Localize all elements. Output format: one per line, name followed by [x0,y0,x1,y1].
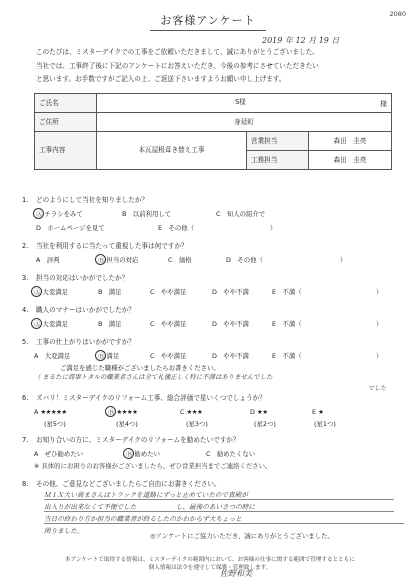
q6-rating-d-stars: ★★ [256,408,268,416]
q8-hand-line-1[interactable]: ＭＩＸ大い高まさんはトラックを道路にずっと止めていたので貴殿が [44,491,394,500]
q6-caption-e: (星1つ) [314,420,336,428]
q7-note: ※ 具体的にお困りのお客様がございましたら、ぜひ営業担当までご連絡ください。 [34,462,272,470]
q2-text: 当社を利用するに当たって重視した事は何ですか？ [36,242,188,250]
work-field[interactable]: 本瓦屋根葺き替え工事 [97,132,247,170]
q6-text: ズバリ！ミスターデイクのリフォーム工事、総合評価で星いくつでしょうか？ [36,394,266,402]
q6-rating-d-letter: D [250,408,255,416]
q7-option-b[interactable]: Ⓑ 勧めたい [126,450,160,458]
q1-option-e-close: ） [270,224,277,232]
q1-option-c[interactable]: C 知人の紹介で [216,210,266,218]
q8-hand-line-2[interactable]: 出入りが出来なくて不便でした し、最後のあいさつの時に [44,503,394,512]
sales-label: 営業担当 [247,132,309,151]
title-divider [150,30,266,31]
q6-rating-a-stars: ★★★★★ [40,408,67,416]
name-suffix: 様 [380,99,387,108]
footer-line-2: 個人情報は法令を遵守して保護・管理致します。 [148,565,272,571]
q6-rating-e-stars: ★ [318,408,324,416]
q1-option-d[interactable]: D ホームページを見て [36,224,105,232]
signature-handwritten: 佐野和美 [220,569,268,578]
intro-line-1: このたびは、ミスターデイクでの工事をご依頼いただきまして、誠にありがとうございました。 [36,48,319,56]
work-label: 工事内容 [35,132,97,170]
name-label: ご氏名 [35,94,97,113]
name-field[interactable] [97,94,392,113]
page-title: お客様アンケート [160,14,256,27]
q6-rating-e-letter: E [312,408,317,416]
q6-number: 6. [22,394,29,402]
intro-line-3: と思います。お手数ですがご記入の上、ご返送下さいますようお願い申し上げます。 [36,75,286,83]
construction-field[interactable]: 森田 圭亮 [309,151,392,170]
q3-option-b[interactable]: B 満足 [98,288,122,296]
q7-text: お知り合いの方に、ミスターデイクのリフォームを勧めたいですか？ [36,436,240,444]
q2-selection-circle [95,254,106,265]
q3-option-c[interactable]: C やや満足 [150,288,187,296]
q8-thanks-note: ◎アンケートにご協力いただき、誠にありがとうございました。 [150,532,334,540]
q6-rating-a[interactable] [34,408,67,416]
q3-question [22,274,128,282]
sales-field[interactable]: 森田 圭亮 [309,132,392,151]
q3-selection-circle [31,286,42,297]
q4-option-d[interactable]: D やや不満 [212,320,249,328]
footer-line-1: 本アンケートで取得する情報は、ミスターデイクの範囲内において、お客様の仕事に関する範囲で管理するとともに [65,557,355,563]
q1-text: どのようにして当社を知りましたか？ [36,196,149,204]
q1-option-b[interactable]: B 以前利用して [122,210,172,218]
q3-option-d[interactable]: D やや不満 [212,288,249,296]
q3-option-a[interactable]: Ⓐ 大変満足 [34,288,68,296]
q5-handwritten-comment[interactable]: （ まるたに商事トタルの職業者さんは全て礼儀正しく特に不満はありませんでした [34,373,273,381]
q5-option-e-close: ） [376,352,383,360]
q5-number: 5. [22,338,29,346]
q4-selection-circle [31,318,42,329]
q5-question [22,338,135,346]
q8-number: 8. [22,480,29,488]
q4-question [22,306,135,314]
q5-note: ご満足を感じた職種がございましたらお書きください。 [60,364,220,372]
corner-number: 2080 [389,10,406,18]
q4-number: 4. [22,306,29,314]
q1-option-a[interactable]: Ⓐ チラシをみて [36,210,83,218]
q6-rating-c-stars: ★★★ [186,408,203,416]
q5-option-b[interactable]: Ⓑ 満足 [98,352,120,360]
q3-text: 担当の対応はいかがでしたか？ [36,274,129,282]
q5-option-e[interactable]: E 不満（ [272,352,302,360]
intro-line-2: 当社では、工事終了後に下記のアンケートにお答えいただき、今後の参考にさせていただきたい [36,61,319,70]
q5-option-c[interactable]: C やや満足 [150,352,187,360]
q6-rating-e[interactable] [312,408,323,416]
q1-selection-circle [33,208,44,219]
q4-text: 職人のマナーはいかがでしたか？ [36,306,135,314]
construction-label: 工務担当 [247,151,309,170]
q8-hand-line-3[interactable]: 当日の終わり方か担当の職業者が終るしたのかわからず大ちょっと [44,515,404,524]
q6-rating-c[interactable] [180,408,202,416]
q3-number: 3. [22,274,29,282]
q4-option-e-close: ） [376,320,383,328]
customer-info-table [34,93,392,170]
q2-option-d-close: ） [340,256,347,264]
q2-number: 2. [22,242,29,250]
q5-selection-circle [95,350,106,361]
q2-option-b[interactable]: Ⓑ 担当の対応 [98,256,139,264]
q7-option-c[interactable]: C 勧めたくない [206,450,256,458]
q7-option-a[interactable]: A ぜひ勧めたい [34,450,84,458]
address-label: ご住所 [35,113,97,132]
q7-question [22,436,239,444]
q6-caption-b: (星4つ) [116,420,138,428]
q6-caption-a: (星5つ) [44,420,66,428]
q4-option-a[interactable]: Ⓐ 大変満足 [34,320,68,328]
q6-rating-b-letter: Ⓑ [108,408,115,416]
name-value: S様 [235,97,246,106]
q7-number: 7. [22,436,29,444]
q1-number: 1. [22,196,29,204]
q6-rating-a-letter: A [34,408,39,416]
q2-option-d[interactable]: D その他（ [226,256,263,264]
q8-question [22,480,221,488]
q5-handwritten-tail: でした [368,385,387,392]
q8-text: その他、ご意見などございましたらご自由にお書きください。 [36,480,221,488]
q4-option-b[interactable]: B 満足 [98,320,122,328]
q6-rating-c-letter: C [180,408,185,416]
q6-rating-b-stars: ★★★★ [116,408,138,416]
q7-selection-circle [123,448,134,459]
q6-caption-c: (星3つ) [186,420,208,428]
q5-text: 工事の仕上がりはいかがですか？ [36,338,135,346]
q2-option-c[interactable]: C 価格 [168,256,192,264]
q6-caption-d: (星2つ) [254,420,276,428]
q4-option-e[interactable]: E 不満（ [272,320,302,328]
q3-option-e-close: ） [376,288,383,296]
q1-option-e[interactable]: E その他（ [158,224,194,232]
privacy-footer [30,556,390,572]
q5-option-d[interactable]: D やや不満 [212,352,249,360]
q4-option-c[interactable]: C やや満足 [150,320,187,328]
q2-option-a[interactable]: A 評判 [36,256,60,264]
q6-selection-circle [105,406,116,417]
date-handwritten: 2019 年 12 月 19 日 [262,36,340,45]
q1-question [22,196,148,204]
q2-question [22,242,188,250]
q3-option-e[interactable]: E 不満（ [272,288,302,296]
q6-question [22,394,266,402]
q6-rating-d[interactable] [250,408,267,416]
intro-text [36,46,386,87]
q5-option-a[interactable]: A 大変満足 [34,352,71,360]
address-field[interactable]: 身延町 [97,113,392,132]
q8-hand-line-4[interactable]: 困りました。 [44,527,84,535]
